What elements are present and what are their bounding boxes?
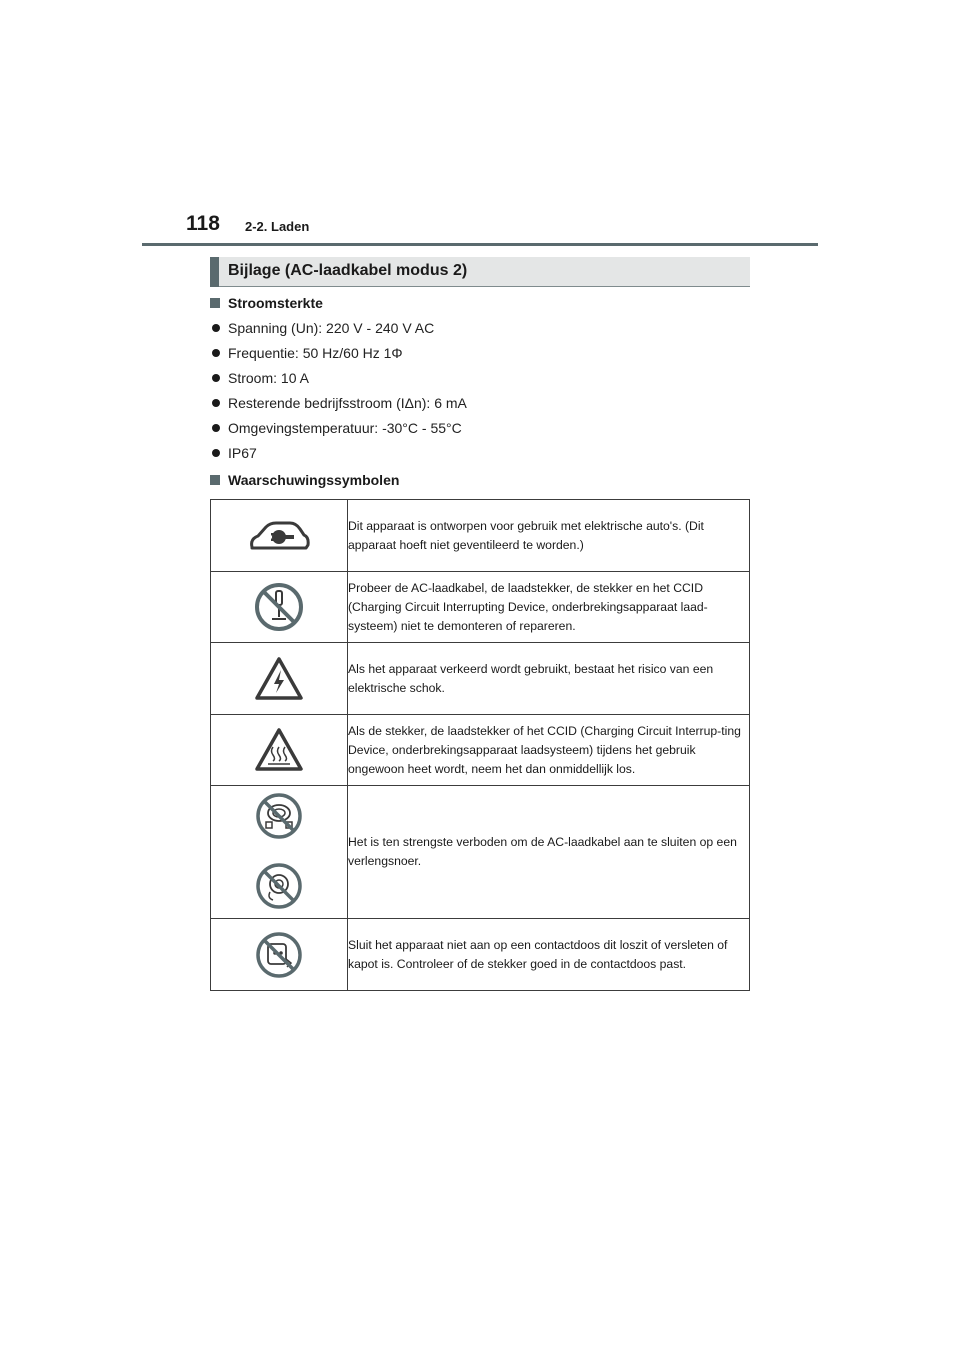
table-row: [211, 786, 750, 919]
icon-cell: [211, 919, 348, 991]
warnings-heading-text: Waarschuwingssymbolen: [228, 472, 400, 488]
hot-surface-warning-icon: [254, 727, 304, 773]
current-spec-list: [212, 320, 467, 470]
warning-text: Sluit het apparaat niet aan op een contactdoos dit loszit of versleten of kapot is. Controleer of de stekker goed in de contactdoos past.: [348, 919, 750, 991]
icon-cell: [211, 572, 348, 643]
list-item-text: Omgevingstemperatuur: -30°C - 55°C: [228, 420, 462, 436]
icon-cell: [211, 500, 348, 572]
bullet-icon: [212, 349, 220, 357]
list-item: [212, 420, 467, 445]
list-item-text: Spanning (Un): 220 V - 240 V AC: [228, 320, 435, 336]
header-rule: [142, 243, 818, 246]
list-item-text: Stroom: 10 A: [228, 370, 309, 386]
no-disassembly-icon: [253, 581, 305, 633]
list-item-text: IP67: [228, 445, 257, 461]
list-item: [212, 320, 467, 345]
chapter-title: 2-2. Laden: [245, 219, 310, 234]
bullet-icon: [212, 324, 220, 332]
warning-text: Dit apparaat is ontworpen voor gebruik met elektrische auto's. (Dit apparaat hoeft niet geventileerd te worden.): [348, 500, 750, 572]
table-row: [211, 715, 750, 786]
list-item: [212, 345, 467, 370]
section-title-bar: [210, 257, 219, 287]
icon-cell: [211, 786, 348, 919]
current-heading-text: Stroomsterkte: [228, 295, 323, 311]
bullet-icon: [212, 374, 220, 382]
bullet-icon: [212, 424, 220, 432]
warning-text: Als de stekker, de laadstekker of het CCID (Charging Circuit Interrup-ting Device, onderbrekingsapparaat laadsysteem) tijdens het gebruik ongewoon heet wordt, neem het dan onmiddellijk los.: [348, 715, 750, 786]
square-bullet-icon: [210, 475, 220, 485]
table-row: [211, 643, 750, 715]
table-row: [211, 919, 750, 991]
list-item-text: Resterende bedrijfsstroom (IΔn): 6 mA: [228, 395, 467, 411]
bullet-icon: [212, 399, 220, 407]
table-row: [211, 572, 750, 643]
warning-text: Als het apparaat verkeerd wordt gebruikt, bestaat het risico van een elektrische schok.: [348, 643, 750, 715]
warning-text: Probeer de AC-laadkabel, de laadstekker, de stekker en het CCID (Charging Circuit Interrupting Device, onderbrekingsapparaat laad-systeem) niet te demonteren of repareren.: [348, 572, 750, 643]
table-row: [211, 500, 750, 572]
no-loose-socket-icon: [253, 929, 305, 981]
warning-text: Het is ten strengste verboden om de AC-laadkabel aan te sluiten op een verlengsnoer.: [348, 786, 750, 919]
ev-car-icon: [246, 519, 312, 553]
list-item: [212, 445, 467, 470]
warning-symbols-table: [210, 499, 750, 991]
icon-cell: [211, 715, 348, 786]
current-heading: [210, 295, 323, 311]
list-item: [212, 370, 467, 395]
bullet-icon: [212, 449, 220, 457]
warnings-heading: [210, 472, 399, 488]
page-number: 118: [186, 212, 220, 235]
list-item-text: Frequentie: 50 Hz/60 Hz 1Φ: [228, 345, 403, 361]
no-extension-cord-icon: [253, 792, 305, 912]
section-title: [210, 257, 750, 287]
square-bullet-icon: [210, 298, 220, 308]
list-item: [212, 395, 467, 420]
icon-cell: [211, 643, 348, 715]
electric-shock-warning-icon: [254, 656, 304, 702]
section-title-text: Bijlage (AC-laadkabel modus 2): [228, 262, 468, 279]
